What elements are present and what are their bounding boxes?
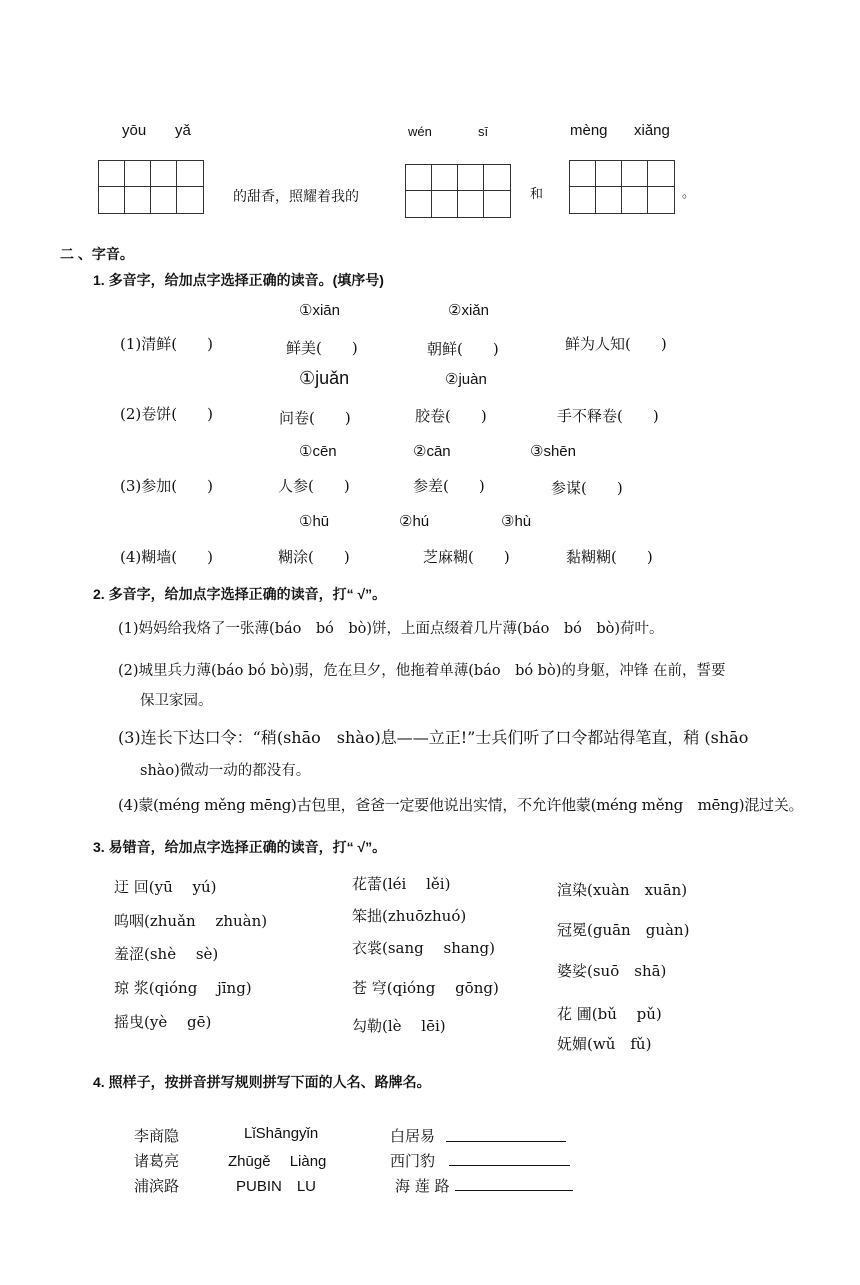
q3-title: 3. 易错音，给加点字选择正确的读音，打“ √”。 [93,839,387,855]
q3-col1-item-2[interactable]: 呜咽(zhuǎn zhuàn) [114,912,268,930]
item-juan-1[interactable]: (2)卷饼( ) [120,405,213,423]
pinyin-2: yǎ [175,122,191,139]
q3-col1-item-1[interactable]: 迂 回(yū yú) [114,878,217,896]
q3-col2-item-2[interactable]: 笨拙(zhuōzhuó) [352,907,467,925]
option-juan-1: ①juǎn [299,368,350,388]
option-can-1: ①cēn [299,443,337,460]
pinyin-1: yōu [122,122,147,139]
item-juan-3[interactable]: 胶卷( ) [415,407,487,425]
writing-grid-1[interactable] [98,160,204,214]
item-can-1[interactable]: (3)参加( ) [120,477,213,495]
q4-name-3: 海 莲 路 [395,1177,450,1195]
q4-example-answer-3: PUBIN LU [236,1178,317,1195]
text-and: 和 [530,187,544,202]
pinyin-6: xiǎng [634,122,670,139]
q3-col1-item-4[interactable]: 琼 浆(qióng jīng) [114,979,252,997]
option-juan-2: ②juàn [445,371,487,388]
option-hu-3: ③hù [501,513,532,530]
item-xian-2[interactable]: 鲜美( ) [286,339,358,357]
text-mid: 的甜香，照耀着我的 [233,189,359,205]
q4-answer-blank-1[interactable] [446,1127,566,1142]
item-hu-4[interactable]: 黏糊糊( ) [566,548,653,566]
item-hu-3[interactable]: 芝麻糊( ) [423,548,510,566]
q1-title: 1. 多音字，给加点字选择正确的读音。(填序号) [93,272,384,288]
q3-col2-item-4[interactable]: 苍 穹(qióng gōng) [352,979,499,997]
item-can-3[interactable]: 参差( ) [413,477,485,495]
q3-col3-item-5[interactable]: 妩媚(wǔ fǔ) [557,1035,652,1053]
q3-col2-item-1[interactable]: 花蕾(léi lěi) [352,875,451,893]
q4-name-1: 白居易 [390,1127,436,1145]
option-hu-2: ②hú [399,513,430,530]
q2-title: 2. 多音字，给加点字选择正确的读音，打“ √”。 [93,586,387,602]
item-xian-3[interactable]: 朝鲜( ) [427,340,499,358]
option-can-3: ③shēn [530,443,576,460]
q4-example-name-1: 李商隐 [134,1127,180,1145]
option-xian-1: ①xiān [299,302,340,319]
q3-col3-item-4[interactable]: 花 圃(bǔ pǔ) [557,1005,662,1023]
q3-col1-item-5[interactable]: 摇曳(yè gē) [114,1013,212,1031]
section-title: 二 、字音。 [60,246,134,262]
q3-col2-item-5[interactable]: 勾勒(lè lēi) [352,1017,446,1035]
q3-col3-item-3[interactable]: 婆娑(suō shā) [557,962,667,980]
item-xian-4[interactable]: 鲜为人知( ) [565,335,667,353]
q2-sentence-4[interactable]: (4)蒙(méng měng mēng)古包里，爸爸一定要他说出实情，不允许他蒙(méng měng mēng)混过关。 [118,796,804,814]
q4-title: 4. 照样子，按拼音拼写规则拼写下面的人名、路牌名。 [93,1074,431,1090]
item-can-4[interactable]: 参谋( ) [551,479,623,497]
q4-answer-blank-3[interactable] [455,1176,573,1191]
item-xian-1[interactable]: (1)清鲜( ) [120,335,213,353]
q2-sentence-2a[interactable]: (2)城里兵力薄(báo bó bò)弱，危在旦夕，他拖着单薄(báo bó bò)的身躯，冲锋 在前，誓要 [118,663,726,679]
q4-example-name-2: 诸葛亮 [134,1152,180,1170]
option-hu-1: ①hū [299,513,330,530]
q4-example-answer-1: LǐShāngyǐn [244,1125,319,1142]
q4-answer-blank-2[interactable] [449,1151,570,1166]
q4-example-name-3: 浦滨路 [134,1177,180,1195]
pinyin-4: sī [478,124,489,139]
writing-grid-2[interactable] [405,164,511,218]
q3-col3-item-1[interactable]: 渲染(xuàn xuān) [557,881,688,899]
q2-sentence-3b: shào)微动一动的都没有。 [140,763,311,779]
q3-col3-item-2[interactable]: 冠冕(guān guàn) [557,921,690,939]
item-hu-2[interactable]: 糊涂( ) [278,548,350,566]
writing-grid-3[interactable] [569,160,675,214]
item-hu-1[interactable]: (4)糊墙( ) [120,548,213,566]
option-xian-2: ②xiǎn [448,302,489,319]
pinyin-3: wén [408,124,432,139]
option-can-2: ②cān [413,443,451,460]
item-juan-4[interactable]: 手不释卷( ) [557,407,659,425]
q3-col1-item-3[interactable]: 羞涩(shè sè) [114,945,219,963]
item-can-2[interactable]: 人参( ) [278,477,350,495]
q3-col2-item-3[interactable]: 衣裳(sang shang) [352,939,495,957]
q4-name-2: 西门豹 [390,1152,436,1170]
q2-sentence-2b: 保卫家园。 [140,693,213,709]
item-juan-2[interactable]: 问卷( ) [279,409,351,427]
q2-sentence-1[interactable]: (1)妈妈给我烙了一张薄(báo bó bò)饼，上面点缀着几片薄(báo bó bò)荷叶。 [118,621,664,637]
q4-example-answer-2: Zhūgě Liàng [228,1153,327,1170]
q2-sentence-3a[interactable]: (3)连长下达口令：“稍(shāo shào)息——立正!”士兵们听了口令都站得笔直，稍 (shāo [118,728,749,747]
text-end: 。 [682,186,696,201]
pinyin-5: mèng [570,122,608,139]
